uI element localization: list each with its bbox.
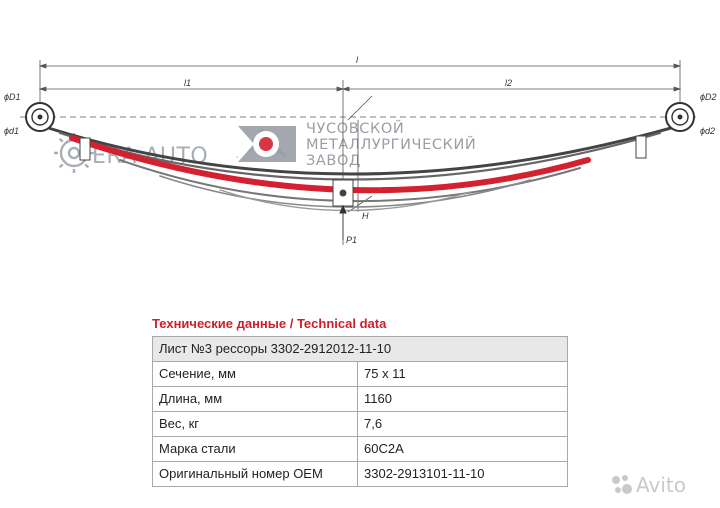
dim-right-length: l2 [505, 78, 513, 88]
left-spring-eye [26, 103, 54, 131]
technical-data-title: Технические данные / Technical data [152, 316, 387, 331]
dim-left-length: l1 [184, 78, 192, 88]
plant-logo-icon [236, 126, 296, 162]
plant-name-line2: МЕТАЛЛУРГИЧЕСКИЙ [306, 137, 477, 153]
row-label: Длина, мм [153, 387, 358, 412]
table-header-row [153, 337, 568, 362]
avito-watermark [610, 470, 714, 500]
row-label: Оригинальный номер OEM [153, 462, 358, 487]
row-value: 75 х 11 [358, 362, 568, 387]
row-value: 3302-2913101-11-10 [358, 462, 568, 487]
table-row [153, 362, 568, 387]
technical-data-table [152, 336, 568, 487]
row-label: Сечение, мм [153, 362, 358, 387]
row-label: Марка стали [153, 437, 358, 462]
plant-watermark [236, 119, 476, 169]
table-row [153, 437, 568, 462]
table-row [153, 412, 568, 437]
dim-left-eye-inner: ϕd1 [4, 126, 20, 136]
dim-left-eye-outer: ϕD1 [4, 92, 21, 102]
plant-name-line3: ЗАВОД [306, 153, 361, 169]
dim-load: P1 [346, 235, 358, 245]
dim-height: H [362, 211, 369, 221]
avito-text: Avito [636, 473, 686, 497]
plant-name-line1: ЧУСОВСКОЙ [306, 121, 405, 137]
right-spring-eye [666, 103, 694, 131]
row-value: 1160 [358, 387, 568, 412]
row-label: Вес, кг [153, 412, 358, 437]
row-value: 60С2А [358, 437, 568, 462]
table-row [153, 387, 568, 412]
table-row [153, 462, 568, 487]
dim-total-length: l [356, 55, 358, 65]
table-header-cell: Лист №3 рессоры 3302-2912012-11-10 [153, 337, 568, 362]
dim-right-eye-inner: ϕd2 [700, 126, 716, 136]
era-auto-text: ERA-AUTO [92, 144, 209, 169]
avito-logo-icon [612, 475, 632, 494]
dim-right-eye-outer: ϕD2 [700, 92, 717, 102]
row-value: 7,6 [358, 412, 568, 437]
